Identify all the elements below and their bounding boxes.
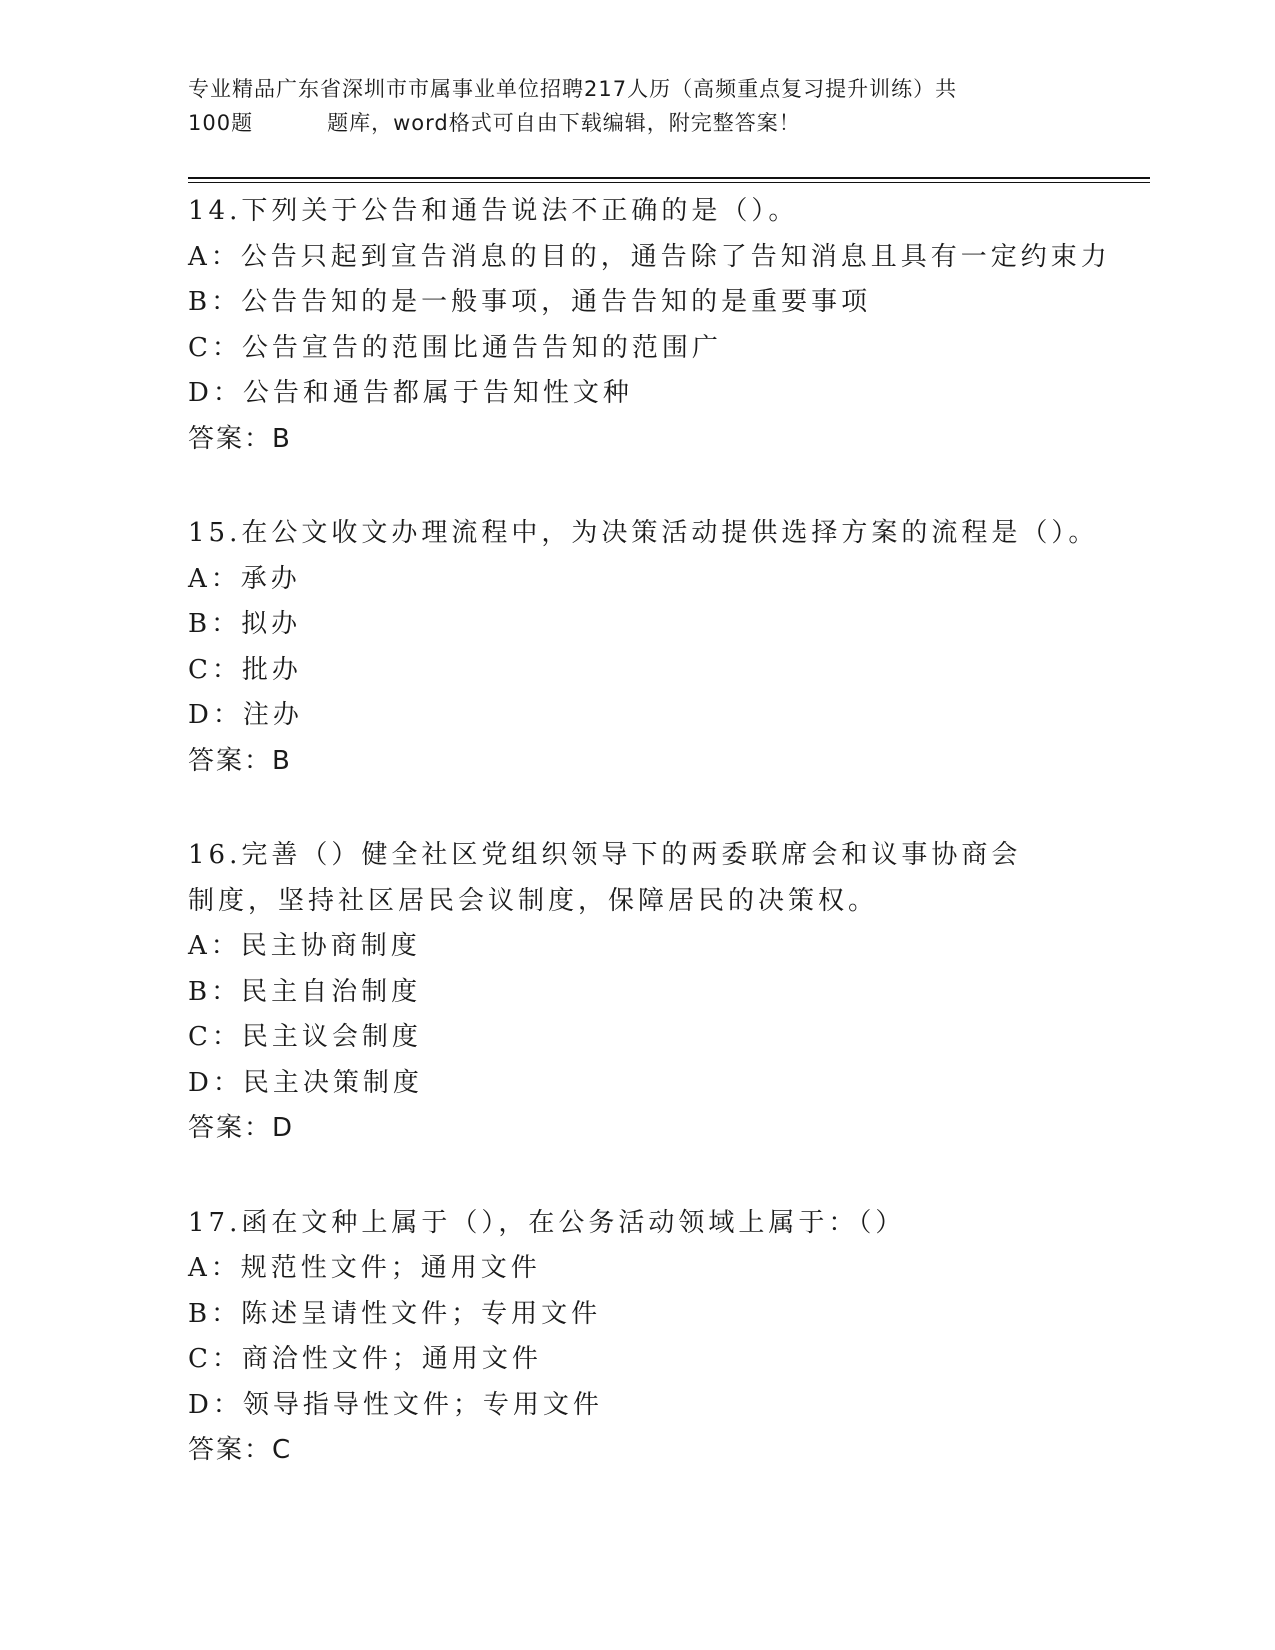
option-b: B：拟办 xyxy=(188,609,302,639)
option-b: B：民主自治制度 xyxy=(188,976,422,1007)
question-stem: 15.在公文收文办理流程中，为决策活动提供选择方案的流程是（）。 xyxy=(188,518,1099,548)
option-c: C：公告宣告的范围比通告告知的范围广 xyxy=(188,332,722,363)
answer-label: 答案：C xyxy=(188,1435,293,1465)
document-header xyxy=(188,72,1088,140)
header-divider-thick xyxy=(188,177,1150,179)
option-b: B：公告告知的是一般事项，通告告知的是重要事项 xyxy=(188,287,872,317)
header-title-line2 xyxy=(188,106,1088,140)
question-stem: 17.函在文种上属于（），在公务活动领域上属于：（） xyxy=(188,1207,906,1238)
option-a: A：规范性文件；通用文件 xyxy=(188,1253,541,1283)
question-15 xyxy=(188,511,1148,784)
answer-label: 答案：B xyxy=(188,745,292,776)
option-d: D：注办 xyxy=(188,700,303,730)
option-d: D：民主决策制度 xyxy=(188,1067,423,1098)
header-description: 题库，word格式可自由下载编辑，附完整答案！ xyxy=(327,111,801,135)
option-d: D：公告和通告都属于告知性文种 xyxy=(188,378,633,408)
option-c: C：批办 xyxy=(188,654,302,685)
question-14 xyxy=(188,189,1148,462)
question-stem: 14.下列关于公告和通告说法不正确的是（）。 xyxy=(188,196,799,226)
option-c: C：民主议会制度 xyxy=(188,1022,422,1052)
option-a: A：承办 xyxy=(188,563,301,594)
option-b: B：陈述呈请性文件；专用文件 xyxy=(188,1298,602,1329)
answer-label: 答案：D xyxy=(188,1113,295,1143)
option-c: C：商洽性文件；通用文件 xyxy=(188,1344,542,1374)
option-a: A：公告只起到宣告消息的目的，通告除了告知消息且具有一定约束力 xyxy=(188,241,1111,272)
header-title-line1: 专业精品广东省深圳市市属事业单位招聘217人历（高频重点复习提升训练）共 xyxy=(188,77,958,101)
question-16 xyxy=(188,833,1148,1152)
answer-label: 答案：B xyxy=(188,423,292,454)
question-list xyxy=(188,189,1148,1523)
question-stem: 16.完善（）健全社区党组织领导下的两委联席会和议事协商会制度，坚持社区居民会议制度，保障居民的决策权。 xyxy=(188,840,1022,916)
header-divider-thin xyxy=(188,182,1150,183)
header-question-count: 100题 xyxy=(188,111,254,135)
option-a: A：民主协商制度 xyxy=(188,931,421,961)
option-d: D：领导指导性文件；专用文件 xyxy=(188,1389,603,1420)
question-17 xyxy=(188,1201,1148,1474)
